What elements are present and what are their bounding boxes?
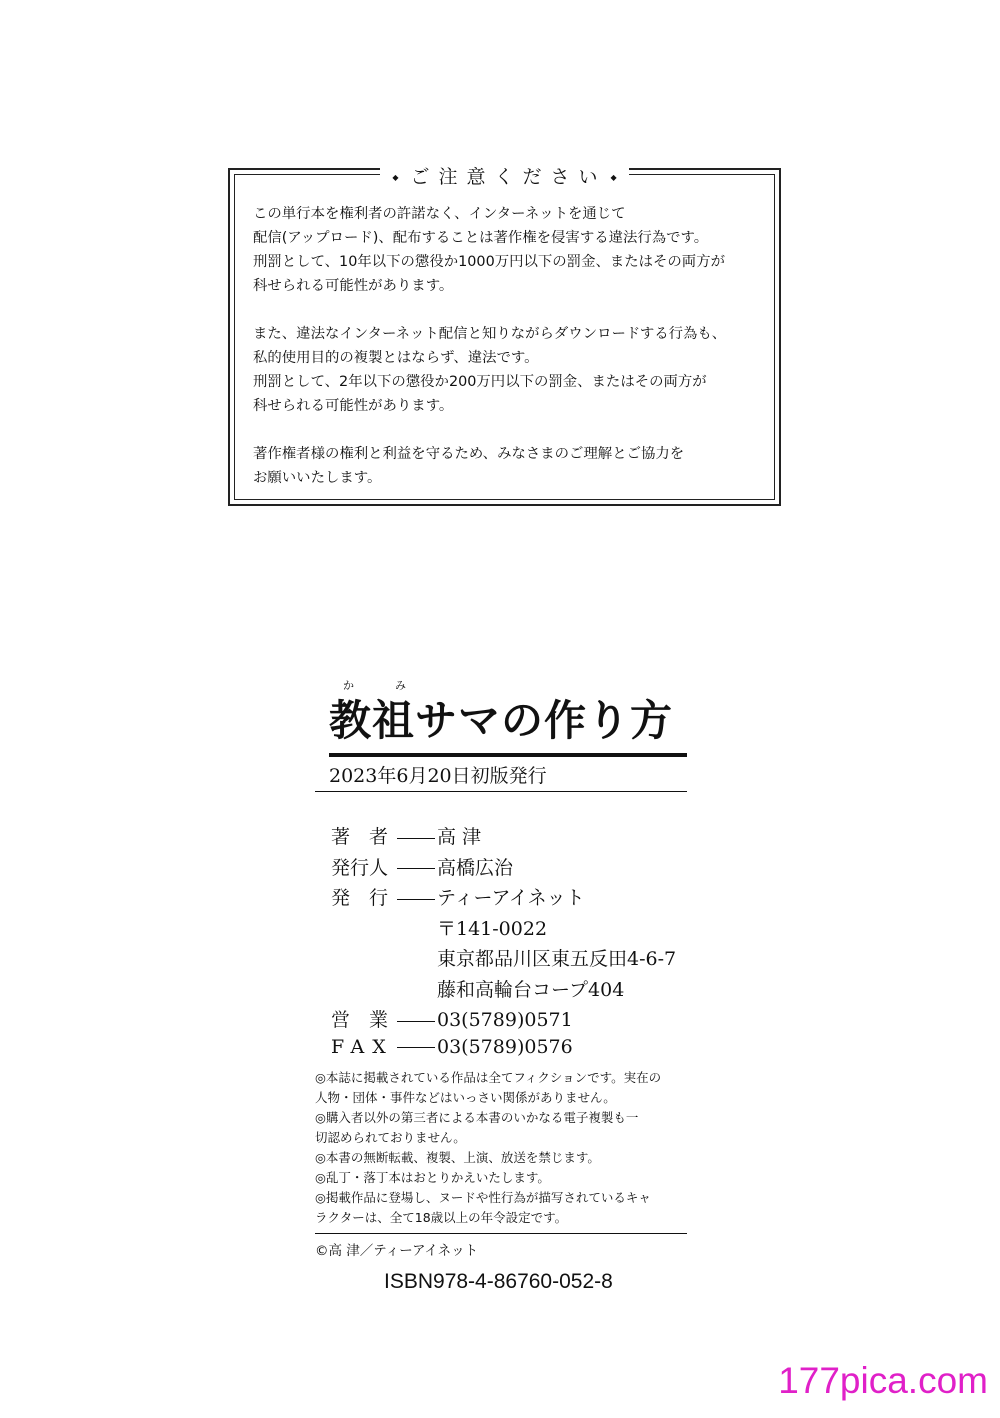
title-rule	[329, 753, 687, 757]
notice-line: 私的使用目的の複製とはならず、違法です。	[253, 350, 539, 366]
divider	[315, 791, 687, 792]
publisher-person-name: 高橋広治	[437, 856, 514, 879]
notice-body	[253, 202, 765, 490]
credits	[331, 822, 676, 1066]
legal-notes	[315, 1068, 661, 1228]
isbn: ISBN978-4-86760-052-8	[384, 1270, 613, 1293]
postal-row	[331, 914, 676, 945]
fax-number: 03(5789)0576	[437, 1035, 573, 1058]
address-row-1	[331, 944, 676, 975]
sales-phone: 03(5789)0571	[437, 1009, 573, 1031]
publisher-person-label: 発行人	[331, 856, 389, 879]
note-line: 切認められておりません。	[315, 1130, 466, 1145]
notice-line: 著作権者様の権利と利益を守るため、みなさまのご理解とご協力を	[253, 446, 685, 462]
notice-line: 刑罰として、10年以下の懲役か1000万円以下の罰金、またはその両方が	[253, 254, 725, 270]
notice-paragraph-2	[253, 322, 765, 418]
note-line: ◎本書の無断転載、複製、上演、放送を禁じます。	[315, 1150, 600, 1165]
address-line-1: 東京都品川区東五反田4-6-7	[437, 948, 677, 970]
author-row	[331, 822, 676, 853]
note-line: ◎乱丁・落丁本はおとりかえいたします。	[315, 1170, 550, 1185]
copyright: ©高 津／ティーアイネット	[315, 1243, 479, 1259]
dash	[397, 868, 435, 869]
dash	[397, 1021, 435, 1022]
publisher-name: ティーアイネット	[437, 887, 585, 909]
book-title: 教祖サマの作り方	[329, 696, 674, 745]
ruby-ka: か	[343, 679, 354, 692]
note-line: ◎掲載作品に登場し、ヌードや性行為が描写されているキャ	[315, 1190, 651, 1205]
notice-line: また、違法なインターネット配信と知りながらダウンロードする行為も、	[253, 326, 727, 342]
note-line: ◎購入者以外の第三者による本書のいかなる電子複製も一	[315, 1110, 639, 1125]
dash	[397, 899, 435, 900]
notice-line: 科せられる可能性があります。	[253, 278, 454, 294]
notice-line: この単行本を権利者の許諾なく、インターネットを通じて	[253, 206, 626, 222]
note-line: ラクターは、全て18歳以上の年令設定です。	[315, 1210, 568, 1225]
publication-date: 2023年6月20日初版発行	[329, 765, 547, 787]
divider	[315, 1233, 687, 1234]
sales-row	[331, 1005, 676, 1036]
author-name: 高 津	[437, 826, 482, 848]
publisher-person-row	[331, 853, 676, 884]
address-line-2: 藤和高輪台コープ404	[437, 978, 625, 1001]
publisher-row	[331, 883, 676, 914]
notice-paragraph-1	[253, 202, 765, 298]
dash	[397, 1047, 435, 1048]
notice-box	[228, 168, 781, 506]
notice-line: お願いいたします。	[253, 470, 382, 486]
publisher-label: 発 行	[331, 887, 389, 909]
address-row-2	[331, 975, 676, 1006]
watermark: 177pica.com	[778, 1360, 988, 1401]
ruby-mi: み	[395, 679, 406, 692]
notice-line: 刑罰として、2年以下の懲役か200万円以下の罰金、またはその両方が	[253, 374, 707, 390]
author-label: 著 者	[331, 826, 389, 848]
dash	[397, 838, 435, 839]
fax-row	[331, 1036, 676, 1067]
note-line: ◎本誌に掲載されている作品は全てフィクションです。実在の	[315, 1070, 662, 1085]
note-line: 人物・団体・事件などはいっさい関係がありません。	[315, 1090, 616, 1105]
notice-paragraph-3	[253, 442, 765, 490]
notice-line: 配信(アップロード)、配布することは著作権を侵害する違法行為です。	[253, 230, 709, 246]
notice-line: 科せられる可能性があります。	[253, 398, 454, 414]
notice-title: ◆ ご注意ください ◆	[380, 162, 628, 189]
fax-label: FAX	[331, 1035, 394, 1058]
postal-code: 〒141-0022	[437, 917, 548, 940]
sales-label: 営 業	[331, 1009, 389, 1031]
